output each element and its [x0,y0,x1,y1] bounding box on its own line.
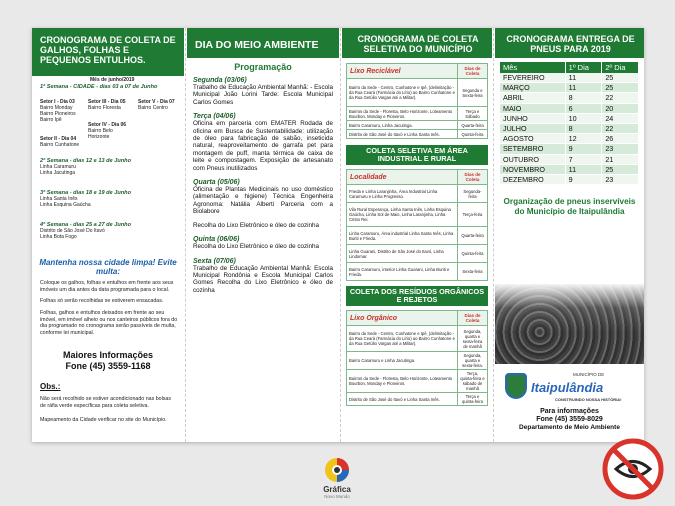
area-cell: Bairros da Sede - Floresta, Belo Horizonte, Loteamento Bourbon, Monday e Pioneiros. [347,107,458,121]
month-cell: AGOSTO [500,134,565,144]
table-row [347,263,488,281]
locality-header: Localidade [347,170,458,185]
day-friday-text: Trabalho de Educação Ambiental Manhã: Escola Municipal Rondônia e Escola Municipal Carlos Gomes Recolha do Lixo Eletrônico e óleo de cozinha [193,264,333,294]
panel-tire-delivery [495,28,644,442]
panel2-title: DIA DO MEIO AMBIENTE [187,28,339,58]
week3-title: 3ª Semana - dias 18 e 19 de Junho [40,190,131,196]
day-friday: Sexta (07/06) [193,257,236,265]
day2-cell: 24 [602,113,639,123]
month-cell: OUTUBRO [500,154,565,164]
panel1-title: CRONOGRAMA DE COLETA DE GALHOS, FOLHAS E PEQUENOS ENTULHOS. [32,28,184,76]
table-row [500,164,639,174]
day-monday-text: Trabalho de Educação Ambiental Manhã: - Escola Municipal João Lorini Tarde: Escola Municipal Carlos Gomes [193,84,333,106]
fold-line [185,28,186,442]
week3-line: Linha Santa Inês [40,196,78,202]
day2-cell: 23 [602,175,639,185]
obs-1: Não será recolhido se estiver acondicionado nas bolsas de ráfia verde específicas para coleta seletiva. [40,396,172,409]
area-cell: Linha Caramuru, Área industrial Linha Santa Inês, Linha Buriti e Frieda. [347,227,458,245]
tire-schedule [495,58,644,216]
days-cell: Quarta-feira [458,121,488,130]
sector-5 [138,99,184,111]
obs-2: Mapeamento da Cidade verificar no site do Município. [40,417,167,423]
table-row [347,107,488,121]
table-row [500,144,639,154]
panel-environment-day [187,28,339,442]
table-row [347,130,488,139]
organic-table [346,310,488,406]
day1-cell: 8 [565,124,602,134]
instructions-1: Coloque os galhos, folhas e entulhos em frente aos seus imóveis um dia antes da data programada para o local. [40,280,174,293]
panel3-title: CRONOGRAMA DE COLETA SELETIVA DO MUNICÍPIO [342,28,492,58]
week4-title: 4ª Semana - dias 25 a 27 de Junho [40,222,131,228]
day-tuesday: Terça (04/06) [193,113,236,121]
rural-table [346,169,488,281]
day-monday: Segunda (03/06) [193,77,247,84]
sector-1-line: Bairro Pioneiros [40,111,76,117]
month-cell: MARÇO [500,83,565,93]
days-cell: Quinta-feira [458,130,488,139]
week2-line: Linha Jacutinga [40,170,76,176]
month-label: Mês de junho/2019 [90,77,135,83]
table-row [500,113,639,123]
days-cell: Quarta-feira [458,227,488,245]
sector-4-line: Horizonte [88,134,110,140]
sector-5-label: Setor V - Dia 07 [138,99,175,105]
week4-block [40,218,184,240]
day2-cell: 22 [602,93,639,103]
area-cell: Bairros da Sede - Floresta, Belo Horizonte, Loteamento Bourbon, Monday e Pioneiros. [347,370,458,393]
program-subtitle: Programação [234,62,292,72]
day2-cell: 21 [602,154,639,164]
days-cell: Segunda, quarta e sexta-feira de manhã [458,326,488,352]
days-header: Dias de Coleta [458,311,488,326]
area-cell: Bairro da Sede - Centro, Cunhatone e Ipê, (delimitação - da Rua Ceará (Farmácia do Lírio) ao Bairro Cunhatone e da Rua Getúlio Vargas até a Militar). [347,79,458,107]
month-cell: ABRIL [500,93,565,103]
table-row [347,352,488,370]
tire-pile-fade [495,284,644,364]
day-thursday: Quinta (06/06) [193,236,240,244]
day1-cell: 7 [565,154,602,164]
day2-cell: 25 [602,164,639,174]
municipal-crest-icon [505,373,527,399]
day-wednesday: Quarta (05/06) [193,179,240,187]
instructions-2: Folhas só serão recolhidas se estiverem ensacadas. [40,298,164,304]
area-cell: Distrito de São José do Itavó e Linha Santa Inês. [347,130,458,139]
table-row [500,103,639,113]
day2-cell: 25 [602,83,639,93]
table-row [500,124,639,134]
area-cell: Frieda e Linha Laranjinha, Área Industrial Linha Caramuru e Linha Progresso. [347,185,458,203]
sector-1-line: Bairro Ipê [40,117,62,123]
day1-cell: 11 [565,73,602,83]
week1-title: 1ª Semana - CIDADE - dias 03 a 07 de Junho [40,84,158,90]
contact-title: Para informações [540,408,599,415]
days-cell: Segunda e Sexta-feira [458,79,488,107]
contact-block [495,408,644,432]
info-title: Maiores Informações [62,350,154,360]
organic-title: COLETA DOS RESÍDUOS ORGÂNICOS E REJETOS [346,286,488,306]
week2-block [40,154,184,176]
month-cell: MAIO [500,103,565,113]
days-cell: Terça e Sábado [458,107,488,121]
panel-selective-collection [342,28,492,442]
sector-1-line: Bairro Monday [40,105,73,111]
area-cell: Bairro Caramuru, interior Linha Guarani, Linha Buriti e Frieda. [347,263,458,281]
table-row [500,93,639,103]
days-cell: Quinta-feira [458,245,488,263]
month-cell: JUNHO [500,113,565,123]
no-eye-icon [602,438,664,500]
municipal-tagline: CONSTRUINDO NOSSA HISTÓRIA! [555,397,622,402]
rural-title: COLETA SELETIVA EM ÁREA INDUSTRIAL E RURAL [346,145,488,165]
sector-1 [40,99,84,123]
printer-sub: Novo Mundo [324,494,350,499]
day2-cell: 25 [602,73,639,83]
organic-header: Lixo Orgânico [347,311,458,326]
area-cell: Bairro Caramuru, Linha Jacutinga. [347,121,458,130]
area-cell: Bairro Caramuru e Linha Jacutinga. [347,352,458,370]
municipal-logo: Itaipulândia [531,380,604,395]
day1-cell: 6 [565,103,602,113]
month-cell: JULHO [500,124,565,134]
organization-text: Organização de pneus inservíveis do Município de Itaipulândia [503,197,636,216]
table-row [500,154,639,164]
sector-2-label: Setor II - Dia 04 [40,136,77,142]
fold-line [493,28,494,442]
days-header: Dias de Coleta [458,64,488,79]
month-cell: FEVEREIRO [500,73,565,83]
info-phone: Fone (45) 3559-1168 [65,361,151,371]
days-cell: Segunda-feira [458,185,488,203]
table-row [347,185,488,203]
days-cell: Sexta-feira [458,263,488,281]
tire-table [500,62,639,185]
sector-3 [88,99,134,111]
table-row [347,203,488,227]
table-row [500,73,639,83]
days-cell: Segunda, quarta e sexta-feira. [458,352,488,370]
instructions-3: Folhas, galhos e entulhos deixados em frente ao seu imóvel, em imóvel alheio ou nos canteiros públicos fora do dia programado no cronograma serão passíveis de multa, conforme lei municipal. [40,310,178,336]
fold-line [340,28,341,442]
day-tuesday-text: Oficina em parceria com EMATER Rodada de oficina em Busca de Sustentabilidade: utilização de óleo para fabricação de sabão, inseticida natural, reaproveitamento de garrafa pet para montagem de puff, manta térmica de caixa de leite e compostagem. Exposição de artesanato com Pneus inutilizados [193,120,333,172]
table-row [347,370,488,393]
day2-cell: 22 [602,124,639,134]
environment-program [187,58,339,294]
table-row [347,227,488,245]
area-cell: Bairro da Sede - Centro, Cunhatone e Ipê, (delimitação - da Rua Ceará (Farmácia do Lírio) ao Bairro Cunhatone e da Rua Getúlio Vargas até a Militar). [347,326,458,352]
area-cell: Linha Guarani, Distrito de São José do Itavó, Linha Lindomar. [347,245,458,263]
municipio-label: MUNICÍPIO DE [573,372,605,377]
table-row [347,393,488,406]
week2-line: Linha Caramuru [40,164,76,170]
sector-4 [88,122,134,140]
day1-cell: 10 [565,113,602,123]
day-wednesday-text: Oficina de Plantas Medicinais no uso doméstico (alimentação e higiene) Técnica Engenheira Agronoma: Natália Alberti Parceria com a Biolabore [193,186,333,216]
days-cell: Terça e quinta-feira [458,393,488,406]
day1-cell: 11 [565,164,602,174]
table-row [347,326,488,352]
day1-cell: 12 [565,134,602,144]
panel4-title: CRONOGRAMA ENTREGA DE PNEUS PARA 2019 [495,28,644,58]
table-row [347,121,488,130]
sector-3-label: Setor III - Dia 05 [88,99,126,105]
days-cell: Terça-feira [458,203,488,227]
sector-5-line: Bairro Centro [138,105,168,111]
brochure-sheet [32,28,644,442]
month-cell: NOVEMBRO [500,164,565,174]
week2-title: 2ª Semana - dias 12 e 13 de Junho [40,158,131,164]
day1-cell: 11 [565,83,602,93]
table-row [500,83,639,93]
month-cell: DEZEMBRO [500,175,565,185]
sector-2-line: Bairro Cunhatone [40,142,80,148]
week3-block [40,186,184,208]
table-row [500,175,639,185]
day1-col-header: 1º Dia [565,62,602,73]
days-cell: Terça, quinta-feira e sábado de manhã [458,370,488,393]
area-cell: Distrito de São José do Itavó e Linha Santa Inês. [347,393,458,406]
contact-phone: Fone (45) 3559-8029 [536,416,603,423]
sector-2 [40,136,86,148]
day1-cell: 9 [565,144,602,154]
day-wednesday-extra: Recolha do Lixo Eletrônico e óleo de cozinha [193,221,320,229]
slogan: Mantenha nossa cidade limpa! Evite multa: [39,258,177,276]
day-thursday-text: Recolha do Lixo Eletrônico e óleo de cozinha [193,243,320,251]
table-row [347,79,488,107]
day1-cell: 9 [565,175,602,185]
day2-cell: 23 [602,144,639,154]
days-header: Dias de Coleta [458,170,488,185]
sector-4-label: Setor IV - Dia 06 [88,122,127,128]
sector-3-line: Bairro Floresta [88,105,121,111]
month-col-header: Mês [500,62,565,73]
day2-cell: 26 [602,134,639,144]
area-cell: Vila Rural Esperança, Linha Santa Inês, Linha Esquina Gaúcha, Linha Sol de Maio, Linha Laranjinha, Linha Cristo Rei. [347,203,458,227]
printer-logo-icon [323,456,351,484]
printer-name: Gráfica [323,485,351,494]
day1-cell: 8 [565,93,602,103]
week4-line: Linha Bota Fogo [40,234,77,240]
table-row [500,134,639,144]
week3-line: Linha Esquina Gaúcha [40,202,91,208]
sector-1-label: Setor I - Dia 03 [40,99,75,105]
panel-collection-branches [32,28,184,442]
table-row [347,245,488,263]
obs-title: Obs.: [40,382,61,391]
recyclable-table [346,63,488,139]
day2-cell: 20 [602,103,639,113]
recyclable-header: Lixo Reciclável [347,64,458,79]
selective-tables [342,58,492,406]
week4-line: Distrito de São José Do Itavó [40,228,105,234]
contact-dept: Departamento de Meio Ambiente [519,424,620,431]
day2-col-header: 2º Dia [602,62,639,73]
month-cell: SETEMBRO [500,144,565,154]
sector-4-line: Bairro Belo [88,128,113,134]
